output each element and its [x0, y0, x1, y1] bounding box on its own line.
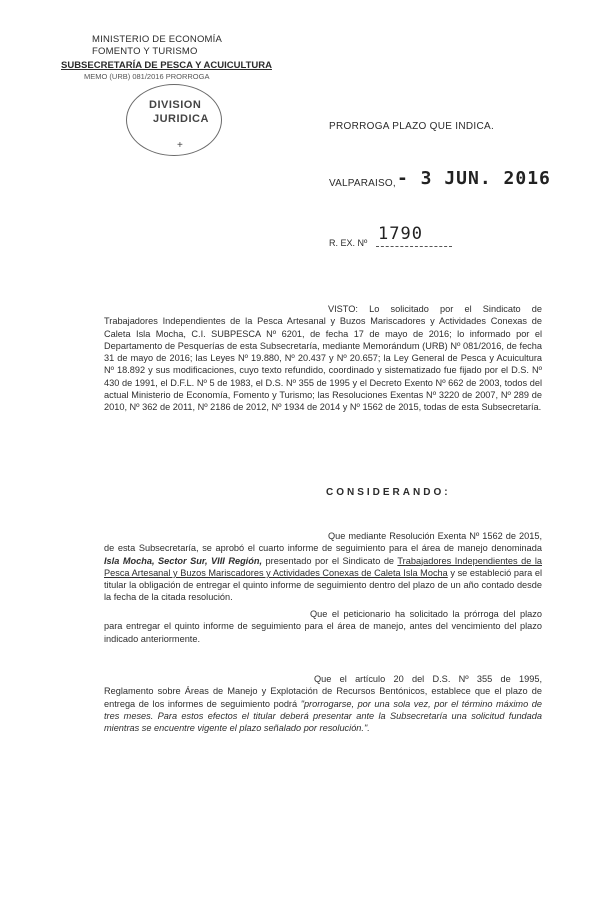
- stamp-line1: DIVISION: [149, 99, 202, 111]
- visto-text: Lo solicitado por el Sindicato de Trabajadores Independientes de la Pesca Artesanal y Buzos Mariscadores y Actividades Conexas de Caleta Isla Mocha, C.I. SUBPESCA Nº 6201, de fecha 17 de mayo de 2016; lo informado por el Departamento de Pesquerías de esta Subsecretaría, mediante Memorándum (URB) Nº 081/2016, de fecha 31 de mayo de 2016; las Leyes Nº 19.880, Nº 20.437 y Nº 20.657; la Ley General de Pesca y Acuicultura Nº 18.892 y sus modificaciones, cuyo texto refundido, coordinado y sistematizado fue fijado por el D.S. Nº 430 de 1991, el D.F.L. Nº 5 de 1983, el D.S. Nº 355 de 1995 y el Decreto Exento Nº 662 de 2003, todos del actual Ministerio de Economía, Fomento y Turismo; las Resoluciones Exentas Nº 3220 de 2007, Nº 289 de 2010, Nº 362 de 2011, Nº 2186 de 2012, Nº 1934 de 2014 y Nº 1562 de 2015, todas de esta Subsecretaría.: [104, 304, 542, 413]
- considerando-paragraph-1: [104, 530, 542, 604]
- visto-label: VISTO:: [328, 304, 358, 314]
- c2-text: Que el peticionario ha solicitado la prórroga del plazo para entregar el quinto informe de seguimiento para el área de manejo, antes del vencimiento del plazo indicado anteriormente.: [104, 609, 542, 644]
- rex-underline: [376, 246, 452, 247]
- c1-text-a: Que mediante Resolución Exenta Nº 1562 de 2015, de esta Subsecretaría, se aprobó el cuarto informe de seguimiento para el área de manejo denominada: [104, 531, 542, 554]
- stamp-line2: JURIDICA: [153, 113, 209, 125]
- place-label: VALPARAISO,: [329, 178, 396, 189]
- ministry-name: MINISTERIO DE ECONOMÍA: [92, 34, 223, 45]
- rex-number: 1790: [378, 224, 423, 244]
- stamp-plus-mark: +: [177, 140, 183, 151]
- considerando-paragraph-3: [104, 673, 542, 734]
- division-juridica-stamp: [126, 84, 222, 156]
- memo-reference: MEMO (URB) 081/2016 PRORROGA: [84, 72, 210, 81]
- considerando-heading: CONSIDERANDO:: [326, 487, 451, 498]
- c1-text-e: y se estableció para el titular la obligación de entregar el quinto informe de seguimiento dentro del plazo de un año contado desde la fecha de la citada resolución.: [104, 567, 542, 603]
- ministry-subtitle: FOMENTO Y TURISMO: [92, 46, 198, 57]
- c1-area-name: Isla Mocha, Sector Sur, VIII Región,: [104, 555, 263, 566]
- c1-text-c: presentado por el Sindicato de: [262, 555, 398, 566]
- visto-paragraph: [104, 303, 542, 414]
- c3-text-a: Que el artículo 20 del D.S. Nº 355 de 1995, Reglamento sobre Áreas de Manejo y Explotación de Recursos Bentónicos, establece que el plazo de entrega de los informes de seguimiento podrá: [104, 674, 542, 709]
- rex-label: R. EX. Nº: [329, 238, 368, 248]
- date-stamp: - 3 JUN. 2016: [397, 168, 551, 189]
- document-subject: PRORROGA PLAZO QUE INDICA.: [329, 121, 495, 132]
- c3-quote: "prorrogarse, por una sola vez, por el término máximo de tres meses. Para estos efectos el titular deberá presentar ante la Subsecretaría una solicitud fundada mientras se encuentre vigente el plazo señalado por resolución.".: [104, 698, 542, 734]
- considerando-paragraph-2: [104, 608, 542, 645]
- subsecretaria-name: SUBSECRETARÍA DE PESCA Y ACUICULTURA: [61, 60, 272, 71]
- c1-union-name: Trabajadores Independientes de la Pesca Artesanal y Buzos Mariscadores y Actividades Conexas de Caleta Isla Mocha: [104, 555, 542, 578]
